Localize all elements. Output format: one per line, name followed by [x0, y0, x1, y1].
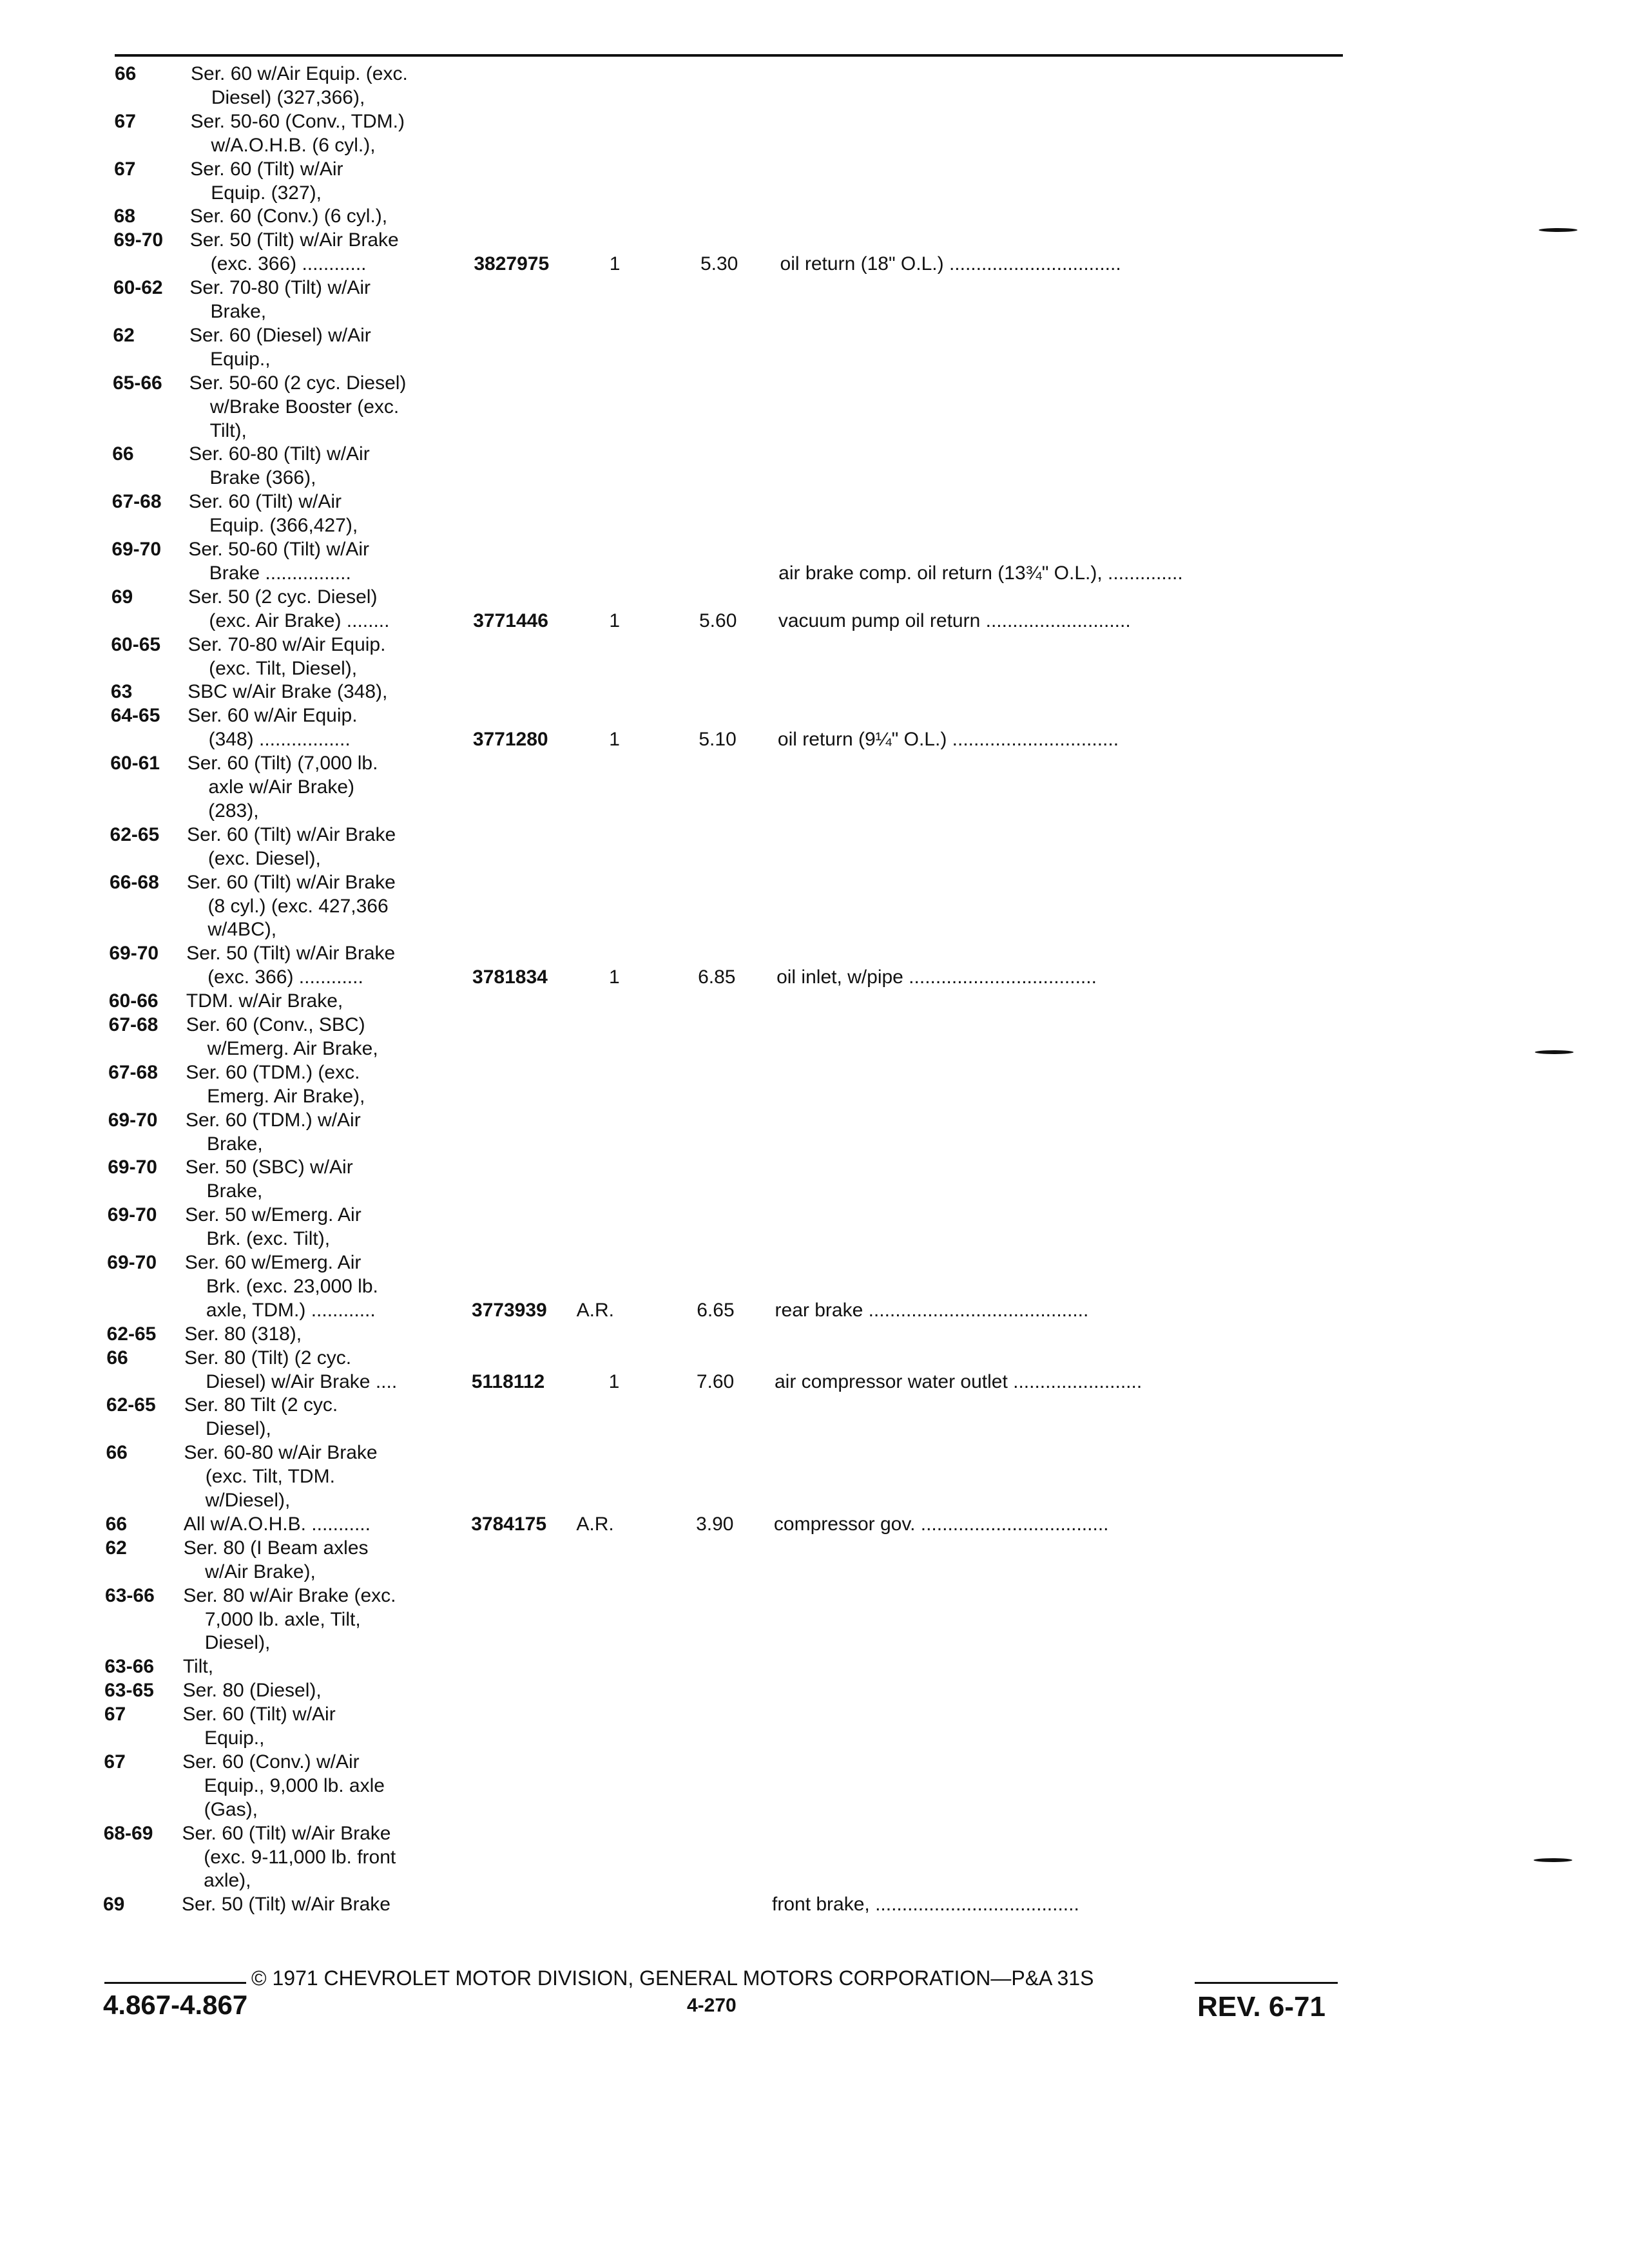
application-description: Brake, — [210, 301, 267, 322]
model-years: 66 — [105, 1513, 128, 1535]
part-number: 3784175 — [471, 1513, 547, 1535]
table-row — [0, 989, 1629, 1013]
table-row — [0, 252, 1629, 276]
application-description: Tilt), — [209, 419, 247, 441]
model-years: 68-69 — [103, 1822, 153, 1844]
application-description: Ser. 60 (Tilt) w/Air — [190, 158, 343, 180]
application-description: 7,000 lb. axle, Tilt, — [204, 1608, 361, 1630]
application-description: Ser. 50 (2 cyc. Diesel) — [188, 586, 378, 608]
application-description: Ser. 60 w/Air Equip. — [188, 705, 358, 727]
application-description: Ser. 60 (Tilt) w/Air Brake — [187, 823, 396, 845]
model-years: 67 — [104, 1751, 126, 1773]
model-years: 62-65 — [110, 823, 160, 845]
application-description: Ser. 50-60 (Tilt) w/Air — [188, 539, 369, 560]
model-years: 65-66 — [112, 372, 162, 394]
list-price: 5.30 — [700, 253, 738, 275]
application-description: Ser. 50 (Tilt) w/Air Brake — [182, 1894, 390, 1916]
table-row — [0, 300, 1629, 323]
model-years: 62-65 — [106, 1323, 157, 1345]
application-description: Ser. 80 w/Air Brake (exc. — [183, 1584, 396, 1606]
table-row — [0, 1655, 1629, 1678]
application-description: Ser. 50 w/Emerg. Air — [185, 1204, 361, 1226]
model-years: 69-70 — [107, 1252, 157, 1273]
application-description: Ser. 50 (Tilt) w/Air Brake — [189, 229, 399, 251]
table-row — [0, 1678, 1629, 1702]
application-description: Ser. 60-80 (Tilt) w/Air — [189, 443, 370, 465]
application-description: Brake (366), — [209, 467, 316, 489]
model-years: 63-65 — [104, 1680, 154, 1702]
table-row — [0, 1441, 1629, 1465]
table-row — [0, 1179, 1629, 1203]
application-description: Ser. 60 (Tilt) w/Air — [182, 1704, 336, 1725]
model-years: 66-68 — [110, 871, 159, 893]
application-description: Ser. 80 (I Beam axles — [183, 1537, 369, 1559]
table-row — [0, 1251, 1629, 1274]
list-price: 5.10 — [699, 729, 737, 751]
table-row — [0, 228, 1629, 252]
application-description: axle, TDM.) ............ — [206, 1299, 376, 1321]
application-description: Equip., — [204, 1727, 265, 1749]
table-row — [0, 1702, 1629, 1726]
application-description: Brake ................ — [209, 562, 351, 584]
application-description: Ser. 60 w/Emerg. Air — [184, 1252, 361, 1273]
part-name: oil return (18" O.L.) ................................ — [780, 253, 1121, 275]
table-row — [0, 1084, 1629, 1108]
application-description: (exc. Tilt, TDM. — [205, 1466, 335, 1488]
model-years: 60-61 — [110, 753, 160, 774]
catalog-number: 4.867-4.867 — [103, 1990, 248, 2020]
application-description: (Gas), — [204, 1798, 258, 1820]
model-years: 69-70 — [109, 943, 159, 965]
application-description: Ser. 60 w/Air Equip. (exc. — [191, 63, 408, 84]
model-years: 62-65 — [106, 1394, 156, 1416]
table-row — [0, 157, 1629, 181]
list-price: 6.65 — [697, 1299, 735, 1321]
part-name: oil inlet, w/pipe ................................... — [776, 966, 1097, 988]
top-rule — [115, 54, 1343, 57]
model-years: 69-70 — [111, 539, 162, 560]
application-description: Ser. 60 (Conv.) w/Air — [182, 1751, 360, 1773]
model-years: 63 — [110, 681, 133, 703]
application-description: (exc. 366) ............ — [210, 253, 367, 275]
model-years: 69-70 — [113, 229, 164, 251]
model-years: 64-65 — [110, 705, 160, 727]
table-row — [0, 847, 1629, 870]
part-name: compressor gov. ................................... — [773, 1513, 1109, 1535]
application-description: (exc. 366) ............ — [207, 966, 363, 988]
binding-mark — [1539, 228, 1577, 232]
part-number: 3827975 — [474, 253, 550, 275]
table-row — [0, 775, 1629, 799]
application-description: w/Brake Booster (exc. — [209, 396, 400, 418]
application-description: (exc. Diesel), — [207, 847, 321, 869]
table-row — [0, 1132, 1629, 1156]
footer-rule-left — [104, 1982, 246, 1984]
application-description: Diesel), — [206, 1418, 271, 1440]
list-price: 6.85 — [698, 966, 736, 988]
part-number: 3771446 — [473, 610, 548, 631]
table-row — [0, 110, 1629, 133]
table-row — [0, 1417, 1629, 1441]
table-row — [0, 870, 1629, 894]
application-description: (exc. Tilt, Diesel), — [209, 657, 358, 679]
application-description: (8 cyl.) (exc. 427,366 — [207, 895, 389, 917]
application-description: Ser. 50 (Tilt) w/Air Brake — [186, 943, 396, 965]
table-row — [0, 204, 1629, 228]
application-description: Ser. 60 (Conv., SBC) — [186, 1014, 365, 1035]
model-years: 66 — [112, 443, 134, 465]
table-row — [0, 965, 1629, 989]
table-row — [0, 1108, 1629, 1132]
model-years: 67-68 — [111, 491, 162, 513]
table-row — [0, 323, 1629, 347]
table-row — [0, 62, 1629, 86]
page-number: 4-270 — [687, 1995, 737, 2016]
part-number: 3771280 — [472, 729, 548, 751]
part-number: 3773939 — [471, 1299, 547, 1321]
application-description: (283), — [208, 800, 259, 822]
quantity: A.R. — [576, 1513, 614, 1535]
table-row — [0, 1560, 1629, 1584]
application-description: Ser. 60 (Conv.) (6 cyl.), — [189, 206, 388, 227]
application-description: TDM. w/Air Brake, — [186, 990, 343, 1012]
part-name: front brake, ...................................... — [772, 1894, 1079, 1916]
model-years: 67 — [114, 158, 136, 180]
table-row — [0, 823, 1629, 847]
quantity: A.R. — [576, 1299, 614, 1321]
table-row — [0, 537, 1629, 561]
table-row — [0, 1393, 1629, 1417]
application-description: Brake, — [206, 1133, 263, 1155]
table-row — [0, 751, 1629, 775]
application-description: Ser. 60 (Tilt) w/Air Brake — [186, 871, 396, 893]
table-row — [0, 276, 1629, 300]
binding-mark — [1535, 1050, 1574, 1054]
model-years: 69 — [111, 586, 133, 608]
application-description: (348) ................. — [208, 729, 351, 751]
application-description: Equip., 9,000 lb. axle — [204, 1774, 385, 1796]
table-row — [0, 1892, 1629, 1916]
list-price: 3.90 — [696, 1513, 734, 1535]
application-description: Emerg. Air Brake), — [207, 1085, 365, 1107]
table-row — [0, 1203, 1629, 1227]
table-row — [0, 466, 1629, 490]
table-row — [0, 1488, 1629, 1512]
model-years: 69-70 — [108, 1157, 157, 1178]
table-row — [0, 1584, 1629, 1608]
table-row — [0, 1845, 1629, 1869]
revision-label: REV. 6-71 — [1197, 1991, 1325, 2023]
binding-mark — [1534, 1858, 1572, 1862]
application-description: Brk. (exc. Tilt), — [206, 1228, 331, 1250]
application-description: Diesel), — [204, 1632, 271, 1654]
application-description: Ser. 60 (Tilt) w/Air Brake — [182, 1822, 391, 1844]
model-years: 60-65 — [111, 633, 161, 655]
table-row — [0, 1013, 1629, 1037]
application-description: Ser. 50-60 (Conv., TDM.) — [190, 110, 405, 132]
application-description: (exc. 9-11,000 lb. front — [204, 1846, 396, 1868]
table-row — [0, 1298, 1629, 1322]
table-row — [0, 1750, 1629, 1774]
application-description: Ser. 50-60 (2 cyc. Diesel) — [189, 372, 407, 394]
table-row — [0, 419, 1629, 443]
table-row — [0, 86, 1629, 110]
table-row — [0, 585, 1629, 609]
table-row — [0, 133, 1629, 157]
table-row — [0, 894, 1629, 918]
table-row — [0, 1037, 1629, 1061]
table-row — [0, 514, 1629, 537]
model-years: 67 — [114, 110, 136, 132]
table-row — [0, 1869, 1629, 1892]
table-row — [0, 1274, 1629, 1298]
table-row — [0, 1465, 1629, 1488]
part-name: rear brake ......................................... — [775, 1299, 1089, 1321]
application-description: (exc. Air Brake) ........ — [209, 610, 390, 631]
application-description: Ser. 70-80 w/Air Equip. — [188, 633, 386, 655]
model-years: 66 — [106, 1442, 128, 1464]
table-row — [0, 799, 1629, 823]
part-number: 5118112 — [471, 1370, 545, 1392]
application-description: Ser. 60 (Diesel) w/Air — [189, 324, 371, 346]
model-years: 63-66 — [105, 1584, 155, 1606]
table-row — [0, 1798, 1629, 1821]
application-description: Ser. 60-80 w/Air Brake — [184, 1442, 378, 1464]
application-description: Equip. (366,427), — [209, 515, 358, 537]
table-row — [0, 609, 1629, 633]
part-name: air compressor water outlet ........................ — [775, 1370, 1142, 1392]
model-years: 66 — [106, 1347, 128, 1369]
application-description: Ser. 50 (SBC) w/Air — [185, 1157, 353, 1178]
application-description: axle), — [204, 1870, 251, 1892]
table-row — [0, 1631, 1629, 1655]
model-years: 68 — [113, 206, 135, 227]
table-row — [0, 1155, 1629, 1179]
part-name: vacuum pump oil return ........................... — [778, 610, 1131, 631]
application-description: w/A.O.H.B. (6 cyl.), — [211, 134, 376, 156]
application-description: w/Air Brake), — [205, 1561, 316, 1582]
list-price: 5.60 — [699, 610, 737, 631]
model-years: 69 — [103, 1894, 125, 1916]
application-description: Ser. 70-80 (Tilt) w/Air — [189, 277, 371, 299]
table-row — [0, 727, 1629, 751]
application-description: Tilt, — [182, 1656, 214, 1678]
model-years: 67 — [104, 1704, 126, 1725]
quantity: 1 — [609, 610, 621, 631]
table-row — [0, 657, 1629, 680]
application-description: w/4BC), — [207, 919, 277, 941]
table-row — [0, 680, 1629, 704]
application-description: Diesel) (327,366), — [211, 86, 365, 108]
table-row — [0, 1608, 1629, 1631]
table-row — [0, 1821, 1629, 1845]
table-row — [0, 1227, 1629, 1251]
model-years: 67-68 — [108, 1061, 158, 1083]
table-row — [0, 1346, 1629, 1370]
table-row — [0, 1774, 1629, 1798]
application-description: Ser. 80 (Tilt) (2 cyc. — [184, 1347, 352, 1369]
application-description: Equip. (327), — [211, 182, 322, 204]
table-row — [0, 704, 1629, 727]
application-description: axle w/Air Brake) — [208, 776, 355, 798]
quantity: 1 — [609, 729, 620, 751]
table-row — [0, 181, 1629, 205]
table-row — [0, 1061, 1629, 1084]
quantity: 1 — [608, 1370, 620, 1392]
table-row — [0, 561, 1629, 585]
application-description: All w/A.O.H.B. ........... — [183, 1513, 371, 1535]
table-row — [0, 1512, 1629, 1536]
quantity: 1 — [609, 253, 621, 275]
model-years: 60-62 — [113, 277, 163, 299]
table-row — [0, 490, 1629, 514]
application-description: Equip., — [210, 348, 271, 370]
table-row — [0, 1726, 1629, 1750]
table-row — [0, 347, 1629, 371]
part-name: air brake comp. oil return (13¾" O.L.), .............. — [778, 562, 1183, 584]
application-description: Diesel) w/Air Brake .... — [206, 1370, 398, 1392]
quantity: 1 — [609, 966, 620, 988]
application-description: Ser. 80 (Diesel), — [182, 1680, 322, 1702]
part-number: 3781834 — [472, 966, 548, 988]
model-years: 60-66 — [108, 990, 159, 1012]
application-description: Ser. 60 (Tilt) w/Air — [188, 491, 342, 513]
application-description: w/Diesel), — [205, 1490, 291, 1511]
list-price: 7.60 — [696, 1370, 735, 1392]
copyright-notice: © 1971 CHEVROLET MOTOR DIVISION, GENERAL MOTORS CORPORATION—P&A 31S — [251, 1966, 1094, 1990]
table-row — [0, 1322, 1629, 1346]
model-years: 62 — [113, 324, 135, 346]
application-description: Ser. 60 (Tilt) (7,000 lb. — [187, 753, 378, 774]
application-description: Brk. (exc. 23,000 lb. — [206, 1275, 378, 1297]
application-description: Ser. 60 (TDM.) w/Air — [186, 1109, 361, 1131]
application-description: Brake, — [206, 1180, 263, 1202]
model-years: 67-68 — [108, 1014, 159, 1035]
part-name: oil return (9¼" O.L.) ............................... — [777, 729, 1119, 751]
table-row — [0, 941, 1629, 965]
application-description: Ser. 80 Tilt (2 cyc. — [184, 1394, 338, 1416]
table-row — [0, 395, 1629, 419]
footer-rule-right — [1195, 1982, 1338, 1984]
table-row — [0, 633, 1629, 657]
application-description: Ser. 80 (318), — [184, 1323, 302, 1345]
model-years: 62 — [105, 1537, 127, 1559]
model-years: 63-66 — [104, 1656, 155, 1678]
application-description: SBC w/Air Brake (348), — [188, 681, 388, 703]
table-row — [0, 918, 1629, 941]
table-row — [0, 1536, 1629, 1560]
model-years: 66 — [115, 63, 137, 84]
table-row — [0, 1370, 1629, 1394]
application-description: w/Emerg. Air Brake, — [207, 1037, 378, 1059]
model-years: 69-70 — [108, 1109, 158, 1131]
table-row — [0, 442, 1629, 466]
model-years: 69-70 — [107, 1204, 157, 1226]
application-description: Ser. 60 (TDM.) (exc. — [186, 1061, 360, 1083]
table-row — [0, 371, 1629, 395]
